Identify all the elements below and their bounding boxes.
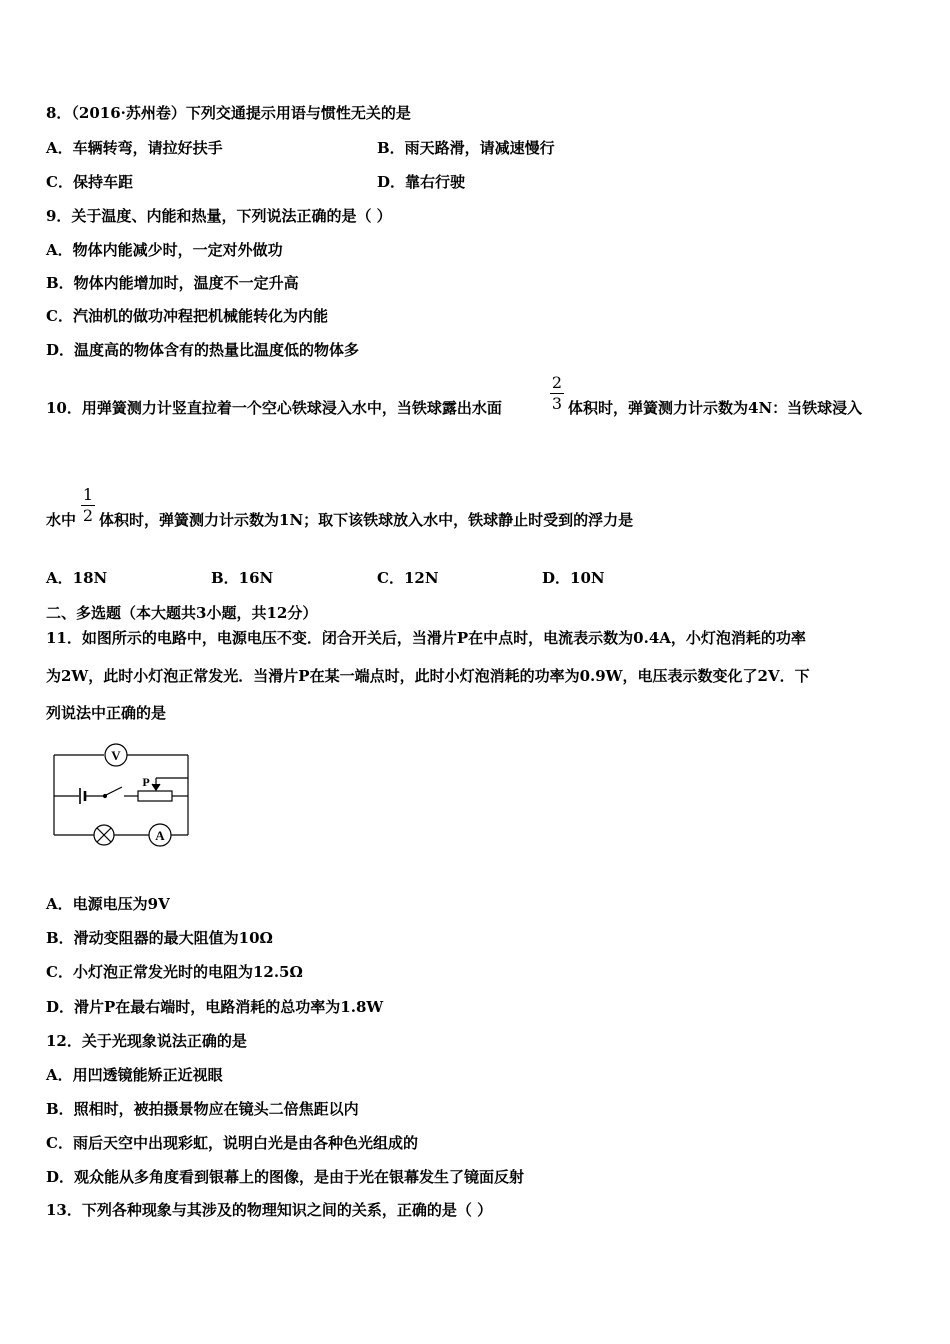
q12-option-d: D．观众能从多角度看到银幕上的图像，是由于光在银幕发生了镜面反射 bbox=[46, 1168, 525, 1186]
switch-lever-icon bbox=[106, 787, 122, 795]
q12-option-b: B．照相时，被拍摄景物应在镜头二倍焦距以内 bbox=[46, 1100, 359, 1118]
circuit-diagram bbox=[46, 738, 196, 850]
q10-fraction-one-half bbox=[81, 486, 95, 525]
q12-option-c: C．雨后天空中出现彩虹，说明白光是由各种色光组成的 bbox=[46, 1134, 418, 1152]
q10-line1-end: 体积时，弹簧测力计示数为4N：当铁球浸入 bbox=[568, 399, 863, 417]
q10-line1-start: 10．用弹簧测力计竖直拉着一个空心铁球浸入水中，当铁球露出水面 bbox=[46, 399, 502, 417]
q10-option-d: D．10N bbox=[542, 569, 605, 587]
q10-frac2-denominator: 2 bbox=[82, 506, 94, 525]
q10-option-c: C．12N bbox=[377, 569, 439, 587]
rheostat-icon bbox=[138, 791, 172, 801]
q11-option-a: A．电源电压为9V bbox=[46, 895, 170, 913]
q9-option-d: D．温度高的物体含有的热量比温度低的物体多 bbox=[46, 341, 360, 359]
ammeter-label: A bbox=[155, 828, 165, 843]
slider-label: P bbox=[142, 775, 150, 789]
q8-stem: 8．（2016·苏州卷）下列交通提示用语与惯性无关的是 bbox=[46, 104, 411, 122]
q10-line2-end: 体积时，弹簧测力计示数为1N；取下该铁球放入水中，铁球静止时受到的浮力是 bbox=[99, 511, 634, 529]
q11-option-c: C．小灯泡正常发光时的电阻为12.5Ω bbox=[46, 963, 303, 981]
q13-stem: 13．下列各种现象与其涉及的物理知识之间的关系，正确的是（ ） bbox=[46, 1201, 493, 1219]
q11-line2: 为2W，此时小灯泡正常发光．当滑片P在某一端点时，此时小灯泡消耗的功率为0.9W，电压表示数变化了2V．下 bbox=[46, 667, 810, 685]
q11-option-b: B．滑动变阻器的最大阻值为10Ω bbox=[46, 929, 273, 947]
q10-fraction-two-thirds bbox=[550, 374, 564, 413]
q11-option-d: D．滑片P在最右端时，电路消耗的总功率为1.8W bbox=[46, 998, 384, 1016]
q11-line3: 列说法中正确的是 bbox=[46, 704, 167, 722]
q8-option-d: D．靠右行驶 bbox=[377, 173, 466, 191]
q8-option-c: C．保持车距 bbox=[46, 173, 133, 191]
q10-frac1-denominator: 3 bbox=[551, 394, 563, 413]
section-heading-multiple-choice: 二、多选题（本大题共3小题，共12分） bbox=[46, 604, 318, 622]
slider-arrowhead-icon bbox=[152, 784, 160, 790]
q9-option-b: B．物体内能增加时，温度不一定升高 bbox=[46, 274, 299, 292]
q10-frac1-numerator: 2 bbox=[551, 373, 563, 392]
q9-stem: 9．关于温度、内能和热量，下列说法正确的是（ ） bbox=[46, 207, 392, 225]
q10-option-b: B．16N bbox=[211, 569, 274, 587]
q8-option-a: A．车辆转弯，请拉好扶手 bbox=[46, 139, 223, 157]
q10-line2-start: 水中 bbox=[46, 511, 77, 529]
voltmeter-label: V bbox=[111, 748, 121, 763]
q8-option-b: B．雨天路滑，请减速慢行 bbox=[377, 139, 555, 157]
q12-option-a: A．用凹透镜能矫正近视眼 bbox=[46, 1066, 223, 1084]
q10-option-a: A．18N bbox=[46, 569, 108, 587]
q9-option-c: C．汽油机的做功冲程把机械能转化为内能 bbox=[46, 307, 328, 325]
q10-frac2-numerator: 1 bbox=[82, 485, 94, 504]
q12-stem: 12．关于光现象说法正确的是 bbox=[46, 1032, 247, 1050]
q11-line1: 11．如图所示的电路中，电源电压不变．闭合开关后，当滑片P在中点时，电流表示数为0.4A，小灯泡消耗的功率 bbox=[46, 629, 806, 647]
q9-option-a: A．物体内能减少时，一定对外做功 bbox=[46, 241, 283, 259]
